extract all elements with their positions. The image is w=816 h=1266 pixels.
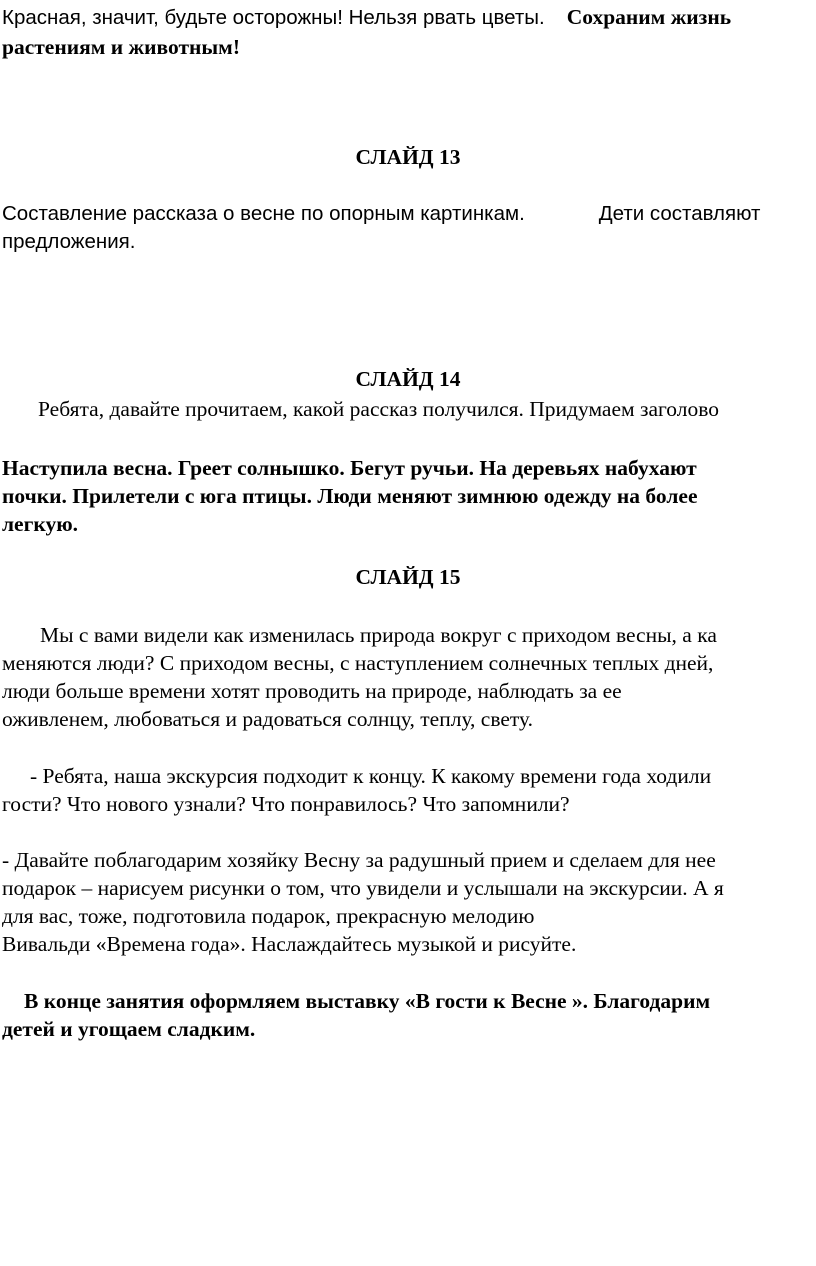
slide-13-text: Составление рассказа о весне по опорным картинкам. [2, 202, 525, 225]
paragraph-line [2, 201, 760, 227]
paragraph-line: люди больше времени хотят проводить на природе, наблюдать за ее [2, 679, 622, 703]
paragraph-line: для вас, тоже, подготовила подарок, прекрасную мелодию [2, 904, 535, 928]
paragraph-line: меняются люди? С приходом весны, с наступлением солнечных теплых дней, [2, 651, 714, 675]
slide-15-heading: СЛАЙД 15 [355, 565, 461, 589]
paragraph-line: - Ребята, наша экскурсия подходит к концу. К какому времени года ходили [30, 764, 712, 788]
paragraph-line: Ребята, давайте прочитаем, какой рассказ получился. Придумаем заголово [38, 397, 720, 421]
closing-line: детей и угощаем сладким. [2, 1017, 256, 1041]
story-line: Наступила весна. Греет солнышко. Бегут ручьи. На деревьях набухают [2, 456, 697, 480]
story-line: почки. Прилетели с юга птицы. Люди меняют зимнюю одежду на более [2, 484, 698, 508]
paragraph-line: предложения. [2, 230, 136, 253]
slide-14-heading: СЛАЙД 14 [355, 367, 461, 391]
warning-text: Красная, значит, будьте осторожны! Нельзя рвать цветы. [2, 6, 545, 29]
paragraph-line: гости? Что нового узнали? Что понравилось? Что запомнили? [2, 792, 570, 816]
slide-13-note: Дети составляют [598, 202, 761, 225]
paragraph-line: растениям и животным! [2, 35, 240, 59]
paragraph-line [2, 4, 731, 31]
paragraph-line: Вивальди «Времена года». Наслаждайтесь музыкой и рисуйте. [2, 932, 577, 956]
paragraph-line: - Давайте поблагодарим хозяйку Весну за радушный прием и сделаем для нее [2, 848, 716, 872]
bold-appeal: Сохраним жизнь [566, 5, 732, 29]
paragraph-line: подарок – нарисуем рисунки о том, что увидели и услышали на экскурсии. А я [2, 876, 724, 900]
closing-line: В конце занятия оформляем выставку «В гости к Весне ». Благодарим [24, 989, 711, 1013]
story-line: легкую. [2, 512, 79, 536]
paragraph-line: оживленем, любоваться и радоваться солнцу, теплу, свету. [2, 707, 534, 731]
slide-13-heading: СЛАЙД 13 [355, 145, 461, 169]
paragraph-line: Мы с вами видели как изменилась природа вокруг с приходом весны, а ка [40, 623, 717, 647]
